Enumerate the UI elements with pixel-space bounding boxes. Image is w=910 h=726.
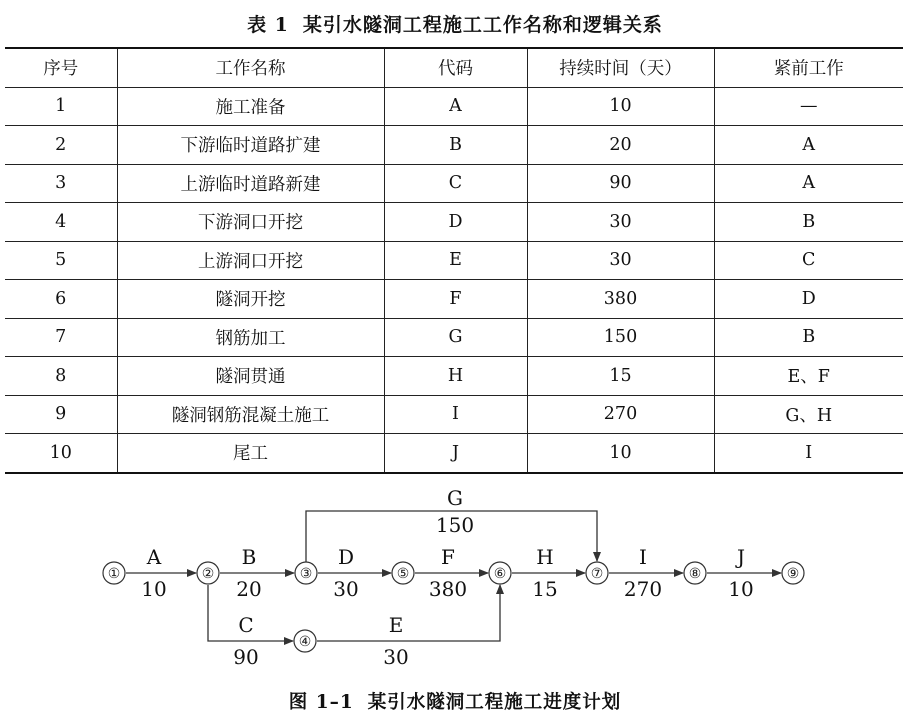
table-number: 表 1 <box>247 14 289 36</box>
activity-i-code: I <box>639 545 647 569</box>
activity-f-duration: 380 <box>428 577 468 601</box>
cell-work-name: 上游洞口开挖 <box>117 241 384 280</box>
cell-seq: 3 <box>55 173 67 194</box>
cell-seq: 2 <box>55 134 67 155</box>
header-cell: 紧前工作 <box>714 48 903 87</box>
cell-duration: 30 <box>527 203 714 242</box>
work-logic-table <box>5 47 903 474</box>
node-7-label: ⑦ <box>590 566 604 582</box>
activity-h-duration: 15 <box>532 577 558 601</box>
cell-predecessor: D <box>714 280 903 319</box>
table-row <box>5 87 903 126</box>
node-8-label: ⑧ <box>688 566 702 582</box>
activity-g-duration: 150 <box>435 513 475 537</box>
node-4-label: ④ <box>298 634 312 650</box>
table-row <box>5 318 903 357</box>
header-cell: 工作名称 <box>117 48 384 87</box>
network-diagram <box>0 480 910 680</box>
activity-d-duration: 30 <box>333 577 359 601</box>
header-cell: 代码 <box>384 48 527 87</box>
table-header-row <box>5 48 903 87</box>
cell-seq: 5 <box>55 250 67 271</box>
cell-work-name: 隧洞开挖 <box>117 280 384 319</box>
table-title <box>0 10 910 37</box>
table-row <box>5 126 903 165</box>
cell-code: C <box>384 164 527 203</box>
table-row <box>5 164 903 203</box>
cell-code: G <box>384 318 527 357</box>
table-title-text: 某引水隧洞工程施工工作名称和逻辑关系 <box>302 14 663 36</box>
cell-seq: 7 <box>55 327 67 348</box>
cell-predecessor: I <box>714 434 903 473</box>
activity-c-code: C <box>238 613 254 637</box>
cell-seq: 6 <box>55 288 67 309</box>
cell-predecessor: C <box>714 241 903 280</box>
cell-work-name: 下游临时道路扩建 <box>117 126 384 165</box>
cell-code: J <box>384 434 527 473</box>
activity-b-code: B <box>241 545 257 569</box>
cell-predecessor: B <box>714 203 903 242</box>
figure-number: 图 1–1 <box>288 692 354 713</box>
cell-duration: 15 <box>527 357 714 396</box>
cell-duration: 10 <box>527 87 714 126</box>
cell-predecessor: G、H <box>714 395 903 434</box>
node-1-label: ① <box>107 566 121 582</box>
activity-e-code: E <box>388 613 404 637</box>
cell-predecessor: B <box>714 318 903 357</box>
activity-j-code: J <box>736 545 746 569</box>
node-3-label: ③ <box>299 566 313 582</box>
cell-code: E <box>384 241 527 280</box>
cell-duration: 270 <box>527 395 714 434</box>
figure-caption-text: 某引水隧洞工程施工进度计划 <box>367 692 622 713</box>
node-6-label: ⑥ <box>493 566 507 582</box>
activity-j-duration: 10 <box>728 577 754 601</box>
cell-duration: 30 <box>527 241 714 280</box>
activity-i-duration: 270 <box>623 577 663 601</box>
cell-predecessor: A <box>714 126 903 165</box>
cell-code: I <box>384 395 527 434</box>
cell-seq: 8 <box>55 365 67 386</box>
activity-g-code: G <box>447 486 463 510</box>
node-5-label: ⑤ <box>396 566 410 582</box>
table-row <box>5 395 903 434</box>
header-cell: 序号 <box>43 59 79 80</box>
activity-a-code: A <box>146 545 162 569</box>
activity-a-duration: 10 <box>141 577 167 601</box>
table-row <box>5 434 903 473</box>
figure-caption <box>0 688 910 714</box>
cell-code: B <box>384 126 527 165</box>
activity-e-duration: 30 <box>383 645 409 669</box>
cell-seq: 4 <box>55 211 67 232</box>
cell-work-name: 尾工 <box>117 434 384 473</box>
activity-f-code: F <box>441 545 455 569</box>
activity-b-duration: 20 <box>236 577 262 601</box>
cell-duration: 150 <box>527 318 714 357</box>
cell-work-name: 隧洞钢筋混凝土施工 <box>117 395 384 434</box>
cell-seq: 10 <box>49 442 72 463</box>
table-row <box>5 241 903 280</box>
table-row <box>5 203 903 242</box>
cell-work-name: 下游洞口开挖 <box>117 203 384 242</box>
header-cell: 持续时间（天） <box>527 48 714 87</box>
cell-duration: 20 <box>527 126 714 165</box>
cell-predecessor: — <box>714 87 903 126</box>
activity-d-code: D <box>337 545 355 569</box>
node-9-label: ⑨ <box>786 566 800 582</box>
cell-code: F <box>384 280 527 319</box>
cell-seq: 1 <box>55 96 67 117</box>
cell-work-name: 施工准备 <box>117 87 384 126</box>
cell-work-name: 隧洞贯通 <box>117 357 384 396</box>
cell-predecessor: A <box>714 164 903 203</box>
cell-predecessor: E、F <box>714 357 903 396</box>
cell-duration: 380 <box>527 280 714 319</box>
cell-work-name: 钢筋加工 <box>117 318 384 357</box>
activity-c-duration: 90 <box>233 645 259 669</box>
cell-seq: 9 <box>55 404 67 425</box>
table-row <box>5 357 903 396</box>
cell-code: D <box>384 203 527 242</box>
cell-duration: 10 <box>527 434 714 473</box>
cell-code: H <box>384 357 527 396</box>
cell-work-name: 上游临时道路新建 <box>117 164 384 203</box>
activity-h-code: H <box>536 545 554 569</box>
cell-duration: 90 <box>527 164 714 203</box>
node-2-label: ② <box>201 566 215 582</box>
table-row <box>5 280 903 319</box>
cell-code: A <box>384 87 527 126</box>
